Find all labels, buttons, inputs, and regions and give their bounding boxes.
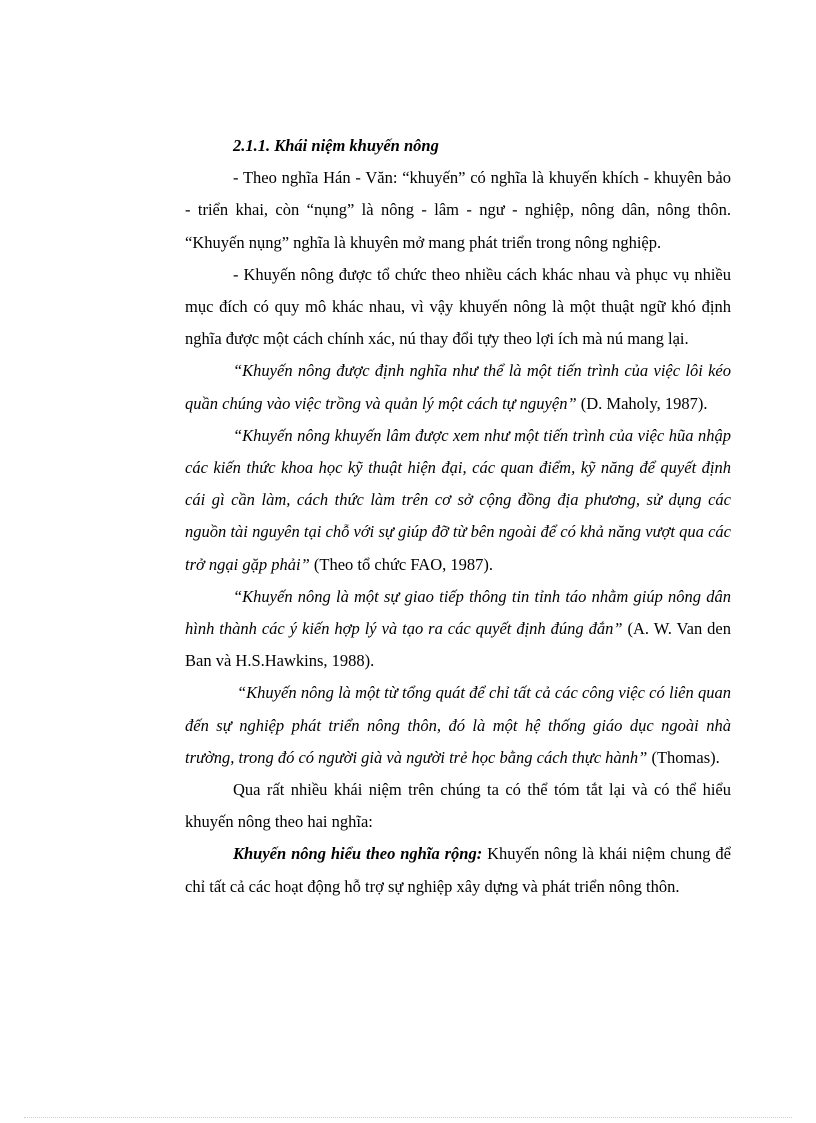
paragraph-han-van-meaning: - Theo nghĩa Hán - Văn: “khuyến” có nghĩa là khuyến khích - khuyên bảo - triển khai, còn “nụng” là nông - lâm - ngư - nghiệp, nông dân, nông thôn. “Khuyến nụng” nghĩa là khuyên mở mang phát triển trong nông nghiệp.	[185, 168, 731, 252]
quote-fao	[185, 420, 731, 581]
paragraph-organization: - Khuyến nông được tổ chức theo nhiều cách khác nhau và phục vụ nhiều mục đích có quy mô khác nhau, vì vậy khuyến nông là một thuật ngữ khó định nghĩa được một cách chính xác, nú thay đổi tựy theo lợi ích mà nú mang lại.	[185, 264, 731, 349]
quote-thomas	[185, 677, 731, 774]
page-bottom-divider	[24, 1117, 792, 1118]
quote-text: “Khuyến nông là một sự giao tiếp thông tin tỉnh táo nhằm giúp nông dân hình thành các ý kiến hợp lý và tạo ra các quyết định đúng đắn”	[185, 586, 731, 639]
quote-source: (D. Maholy, 1987).	[576, 393, 708, 413]
paragraph-summary: Qua rất nhiều khái niệm trên chúng ta có thể tóm tắt lại và có thể hiểu khuyến nông theo hai nghĩa:	[185, 780, 731, 832]
quote-text: “Khuyến nông khuyến lâm được xem như một tiến trình của việc hũa nhập các kiến thức khoa học kỹ thuật hiện đại, các quan điểm, kỹ năng để quyết định cái gì cần làm, cách thức làm trên cơ sở cộng đồng địa phương, sử dụng các nguồn tài nguyên tại chỗ với sự giúp đỡ từ bên ngoài để có khả năng vượt qua các trở ngại gặp phải”	[185, 425, 731, 574]
quote-maholy	[185, 355, 731, 419]
definition-lead: Khuyến nông hiểu theo nghĩa rộng:	[233, 844, 483, 864]
quote-van-den-ban	[185, 581, 731, 678]
quote-text: “Khuyến nông là một từ tổng quát để chỉ tất cả các công việc có liên quan đến sự nghiệp phát triển nông thôn, đó là một hệ thống giáo dục ngoài nhà trường, trong đó có người già và người trẻ học bằng cách thực hành”	[185, 683, 731, 767]
quote-text: “Khuyến nông được định nghĩa như thể là một tiến trình của việc lôi kéo quần chúng vào việc trồng và quản lý một cách tự nguyện”	[185, 361, 731, 413]
page-content	[185, 130, 731, 903]
section-heading: 2.1.1. Khái niệm khuyến nông	[233, 136, 439, 155]
quote-source: (Thomas).	[647, 747, 720, 767]
paragraph-broad-definition	[185, 838, 731, 902]
definition-text: Khuyến nông là khái niệm chung để chỉ tất cả các hoạt động hỗ trợ sự nghiệp xây dựng và phát triển nông thôn.	[185, 844, 731, 896]
quote-source: (A. W. Van den Ban và H.S.Hawkins, 1988).	[185, 619, 731, 671]
quote-source: (Theo tổ chức FAO, 1987).	[309, 554, 494, 574]
